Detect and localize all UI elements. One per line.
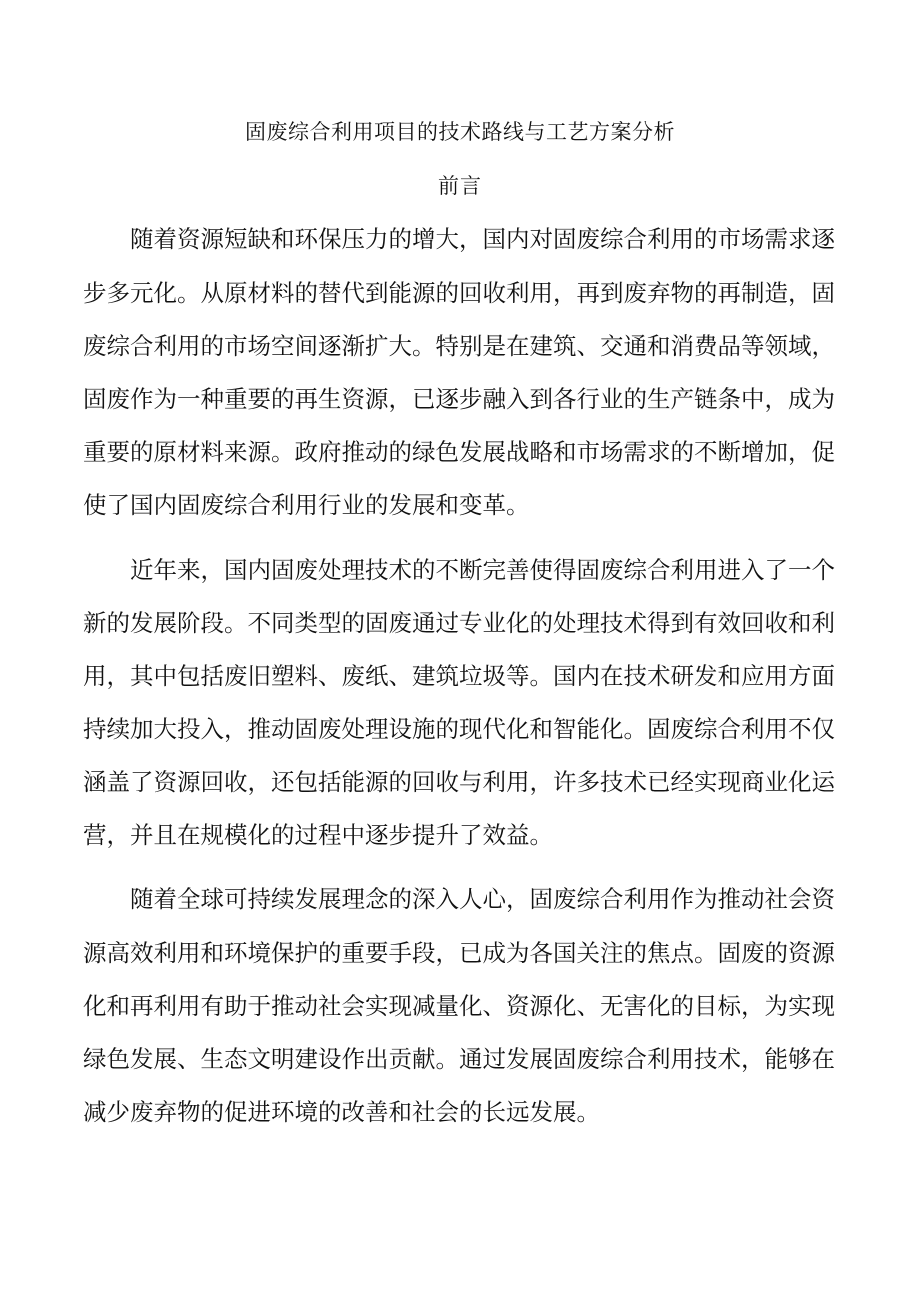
paragraph-line: 近年来，国内固废处理技术的不断完善使得固废综合利用进入了一个: [130, 556, 835, 584]
paragraph-line: 绿色发展、生态文明建设作出贡献。通过发展固废综合利用技术，能够在: [83, 1045, 835, 1073]
paragraph-line: 废综合利用的市场空间逐渐扩大。特别是在建筑、交通和消费品等领域，: [83, 332, 835, 360]
paragraph-line: 持续加大投入，推动固废处理设施的现代化和智能化。固废综合利用不仅: [83, 715, 835, 743]
paragraph-line: 随着全球可持续发展理念的深入人心，固废综合利用作为推动社会资: [130, 885, 835, 913]
paragraph-line: 重要的原材料来源。政府推动的绿色发展战略和市场需求的不断增加，促: [83, 438, 835, 466]
document-title: 固废综合利用项目的技术路线与工艺方案分析: [245, 120, 675, 144]
paragraph-line: 化和再利用有助于推动社会实现减量化、资源化、无害化的目标，为实现: [83, 992, 835, 1020]
paragraph-line: 随着资源短缺和环保压力的增大，国内对固废综合利用的市场需求逐: [130, 225, 835, 253]
section-heading-preface: 前言: [438, 174, 482, 198]
paragraph-line: 固废作为一种重要的再生资源，已逐步融入到各行业的生产链条中，成为: [83, 385, 835, 413]
paragraph-line: 使了国内固废综合利用行业的发展和变革。: [83, 491, 530, 519]
paragraph-line: 用，其中包括废旧塑料、废纸、建筑垃圾等。国内在技术研发和应用方面: [83, 662, 835, 690]
paragraph-line: 涵盖了资源回收，还包括能源的回收与利用，许多技术已经实现商业化运: [83, 768, 835, 796]
paragraph-line: 减少废弃物的促进环境的改善和社会的长远发展。: [83, 1098, 600, 1126]
paragraph-line: 新的发展阶段。不同类型的固废通过专业化的处理技术得到有效回收和利: [83, 609, 835, 637]
paragraph-line: 源高效利用和环境保护的重要手段，已成为各国关注的焦点。固废的资源: [83, 939, 835, 967]
paragraph-line: 步多元化。从原材料的替代到能源的回收利用，再到废弃物的再制造，固: [83, 279, 835, 307]
paragraph-line: 营，并且在规模化的过程中逐步提升了效益。: [83, 821, 553, 849]
